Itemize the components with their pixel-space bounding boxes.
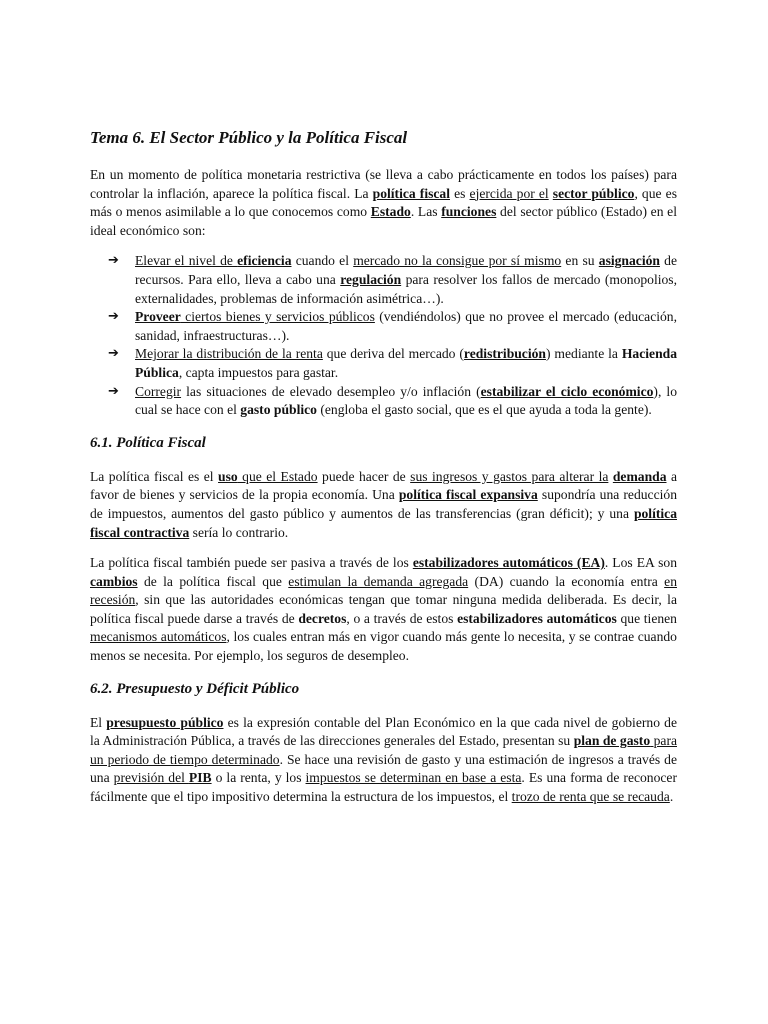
emphasis-eficiencia: eficiencia (237, 253, 292, 269)
emphasis-estado: Estado (370, 204, 411, 220)
text-run: es (450, 185, 470, 201)
document-body (90, 126, 677, 819)
emphasis-regulacion: regulación (340, 271, 402, 287)
bold-decretos: decretos (298, 610, 347, 626)
text-run: (DA) cuando la economía entra (468, 573, 665, 589)
text-run: para resolver los fallos de mercado (monopolios, externalidades, problemas de información asimétrica…). (135, 271, 677, 306)
text-run: a favor de bienes y servicios de la propia economía. Una (90, 468, 678, 503)
emphasis-plan-de-gasto: plan de gasto (573, 733, 651, 749)
underlined-text: ciertos bienes y servicios públicos (180, 309, 375, 325)
paragraph-presupuesto (90, 714, 677, 807)
underlined-text: Mejorar la distribución de la renta (135, 346, 323, 362)
text-run: , capta impuestos para gastar. (178, 364, 339, 380)
underlined-text: impuestos se determinan en base a esta (305, 770, 522, 786)
emphasis-demanda: demanda (612, 468, 667, 484)
underlined-text: sus ingresos y gastos para alterar la (410, 468, 609, 484)
paragraph-politica-fiscal-1 (90, 468, 677, 542)
text-run: . Se hace una revisión de gasto y una estimación de ingresos a través de una (90, 751, 677, 786)
text-run: sería lo contrario. (189, 524, 289, 540)
intro-paragraph (90, 166, 677, 240)
text-run: es la expresión contable del Plan Económico en la que cada nivel de gobierno de la Administración Pública, a través de las direcciones generales del Estado, presentan su (90, 714, 677, 749)
text-run: . Las (410, 204, 442, 220)
underlined-text: Elevar el nivel de (135, 253, 238, 269)
underlined-text: estimulan la demanda agregada (288, 573, 469, 589)
paragraph-politica-fiscal-2 (90, 554, 677, 666)
text-run: o la renta, y los (211, 770, 306, 786)
underlined-text: previsión del (113, 770, 189, 786)
text-run: En un momento de política monetaria restrictiva (se lleva a cabo prácticamente en todos los países) para controlar la inflación, aparece la política fiscal. La (90, 167, 677, 201)
emphasis-estabilizadores: estabilizadores automáticos (EA) (412, 555, 605, 571)
text-run: . (669, 789, 674, 805)
text-run: La política fiscal también puede ser pasiva a través de los (90, 555, 413, 571)
text-run: (vendiéndolos) que no provee el mercado (educación, sanidad, infraestructuras…). (135, 309, 677, 343)
emphasis-cambios: cambios (90, 573, 138, 589)
underlined-text: mecanismos automáticos (90, 629, 227, 645)
text-run: en su (561, 253, 599, 269)
bold-hacienda-publica: Hacienda Pública (135, 346, 677, 380)
arrow-icon: ➔ (108, 309, 119, 325)
arrow-icon: ➔ (108, 253, 119, 269)
list-item-eficiencia (90, 252, 677, 308)
text-run: supondría una reducción de impuestos, aumentos del gasto público y aumentos de las transferencias (gran déficit); y una (90, 487, 677, 521)
arrow-icon: ➔ (108, 346, 119, 362)
list-item-proveer (90, 308, 677, 345)
text-run: de la política fiscal que (137, 573, 289, 589)
emphasis-asignacion: asignación (598, 253, 660, 269)
text-run: , que es más o menos asimilable a lo que conocemos como (90, 185, 677, 220)
emphasis-redistribucion: redistribución (463, 346, 546, 362)
emphasis-pib: PIB (188, 770, 212, 786)
text-run: que deriva del mercado ( (322, 346, 464, 362)
emphasis-politica-fiscal: política fiscal (372, 185, 450, 201)
text-run: . Es una forma de reconocer fácilmente que el tipo impositivo determina la estructura de los impuestos, el (90, 770, 677, 805)
text-run: puede hacer de (317, 468, 411, 484)
list-item-corregir (90, 383, 677, 420)
text-run: . Los EA son (604, 555, 677, 571)
emphasis-proveer: Proveer (135, 309, 181, 325)
text-run: ), lo cual se hace con el (135, 383, 677, 418)
underlined-text: mercado no la consigue por sí mismo (353, 253, 562, 269)
text-run: , o a través de estos (346, 610, 458, 626)
functions-list (90, 252, 677, 419)
list-item-redistribucion (90, 345, 677, 382)
text-run: La política fiscal es el (90, 468, 219, 484)
underlined-text: para un periodo de tiempo determinado (90, 733, 677, 767)
emphasis-presupuesto-publico: presupuesto público (106, 714, 224, 730)
underlined-text: trozo de renta que se recauda (511, 789, 670, 805)
text-run: (engloba el gasto social, que es el que ayuda a toda la gente). (316, 402, 652, 418)
text-run: del sector público (Estado) en el ideal económico son: (90, 204, 677, 238)
text-run: cuando el (291, 253, 354, 269)
emphasis-politica-expansiva: política fiscal expansiva (398, 487, 538, 503)
emphasis-funciones: funciones (441, 204, 497, 220)
text-run: , sin que las autoridades económicas tengan que tomar ninguna medida deliberada. Es decir, la política fiscal puede darse a través de (90, 592, 677, 626)
underlined-text: en recesión (90, 573, 677, 608)
text-run: de recursos. Para ello, lleva a cabo una (135, 253, 677, 287)
section-heading-politica-fiscal: 6.1. Política Fiscal (90, 434, 206, 451)
text-run: que tienen (616, 610, 677, 626)
emphasis-politica-contractiva: política fiscal contractiva (90, 505, 677, 540)
emphasis-uso: uso (218, 468, 238, 484)
emphasis-estabilizar-ciclo: estabilizar el ciclo económico (480, 383, 654, 399)
text-run: las situaciones de elevado desempleo y/o inflación ( (181, 383, 481, 399)
bold-gasto-publico: gasto público (240, 402, 317, 418)
text-run: ) mediante la (545, 346, 622, 362)
underlined-text: que el Estado (237, 468, 318, 484)
bold-estabilizadores-automaticos: estabilizadores automáticos (457, 610, 617, 626)
document-title: Tema 6. El Sector Público y la Política Fiscal (90, 128, 408, 147)
underlined-text: ejercida por el (469, 185, 549, 201)
section-heading-presupuesto: 6.2. Presupuesto y Déficit Público (90, 680, 300, 697)
text-run: El (90, 714, 107, 730)
underlined-text: Corregir (135, 383, 182, 399)
text-run: , los cuales entran más en vigor cuando más gente lo necesita, y se contrae cuando menos se necesita. Por ejemplo, los seguros de desempleo. (90, 629, 677, 664)
arrow-icon: ➔ (108, 383, 119, 399)
emphasis-sector-publico: sector público (552, 185, 635, 201)
